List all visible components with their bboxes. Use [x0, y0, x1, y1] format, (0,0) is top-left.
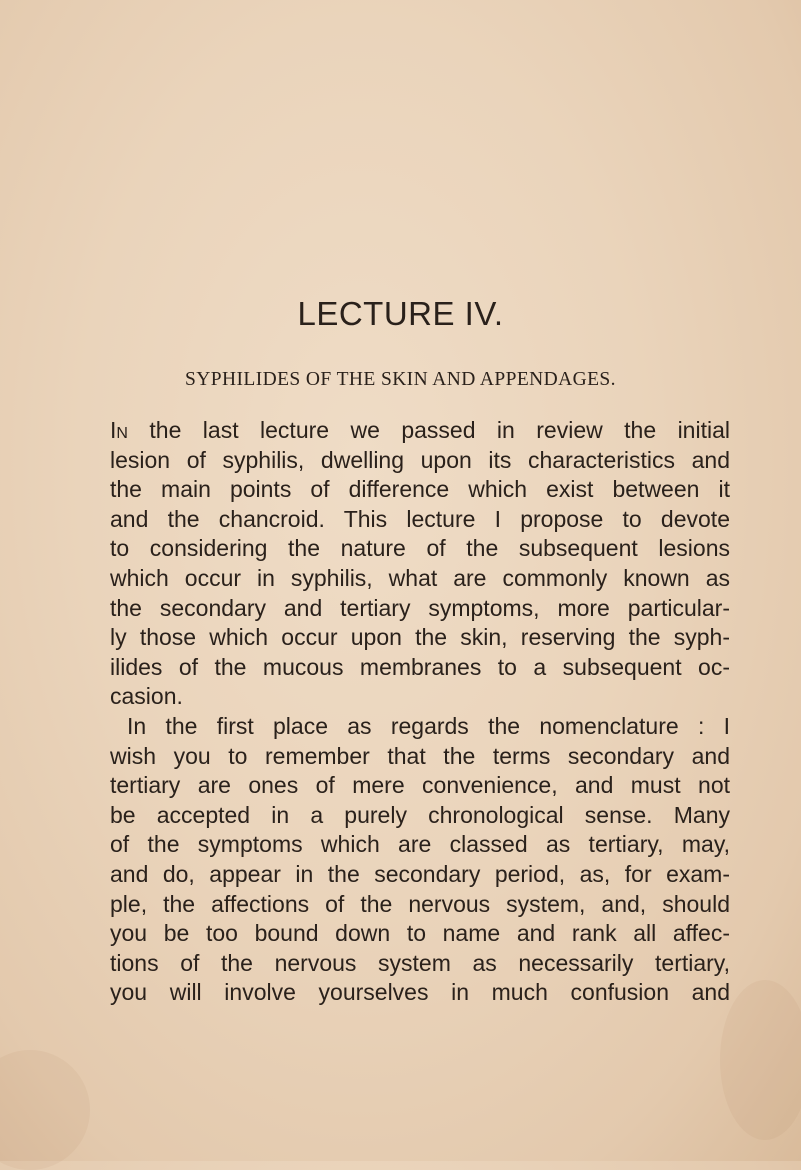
text-line: tertiary are ones of mere convenience, and must not	[110, 772, 730, 799]
text-line: tions of the nervous system as necessarily tertiary,	[110, 949, 730, 976]
text-line: In the last lecture we passed in review the initial	[110, 417, 730, 443]
text-line: and do, appear in the secondary period, as, for exam-	[110, 860, 730, 887]
text-line: you will involve yourselves in much confusion and	[110, 979, 730, 1006]
text-line: be accepted in a purely chronological sense. Many	[110, 801, 730, 828]
text-line: the secondary and tertiary symptoms, more particular-	[110, 594, 730, 621]
text-line: wish you to remember that the terms secondary and	[110, 742, 730, 769]
text-line: casion.	[110, 683, 183, 710]
text-line: the main points of difference which exist between it	[110, 476, 730, 503]
paper-stain	[720, 980, 801, 1140]
text-line: ple, the affections of the nervous system, and, should	[110, 890, 730, 917]
paper-stain	[0, 1050, 90, 1170]
text-line: In the first place as regards the nomenclature : I	[127, 712, 730, 739]
text-line: lesion of syphilis, dwelling upon its characteristics and	[110, 446, 730, 473]
body-text	[110, 416, 730, 1008]
text-line: which occur in syphilis, what are commonly known as	[110, 564, 730, 591]
text-line: and the chancroid. This lecture I propose to devote	[110, 505, 730, 532]
text-line: ilides of the mucous membranes to a subsequent oc-	[110, 653, 730, 680]
lecture-title: LECTURE IV.	[297, 295, 504, 332]
text-line: to considering the nature of the subsequent lesions	[110, 535, 730, 562]
text-line: of the symptoms which are classed as tertiary, may,	[110, 831, 730, 858]
lecture-subtitle: SYPHILIDES OF THE SKIN AND APPENDAGES.	[185, 369, 616, 390]
text-line: ly those which occur upon the skin, reserving the syph-	[110, 624, 730, 651]
text-line: you be too bound down to name and rank all affec-	[110, 920, 730, 947]
